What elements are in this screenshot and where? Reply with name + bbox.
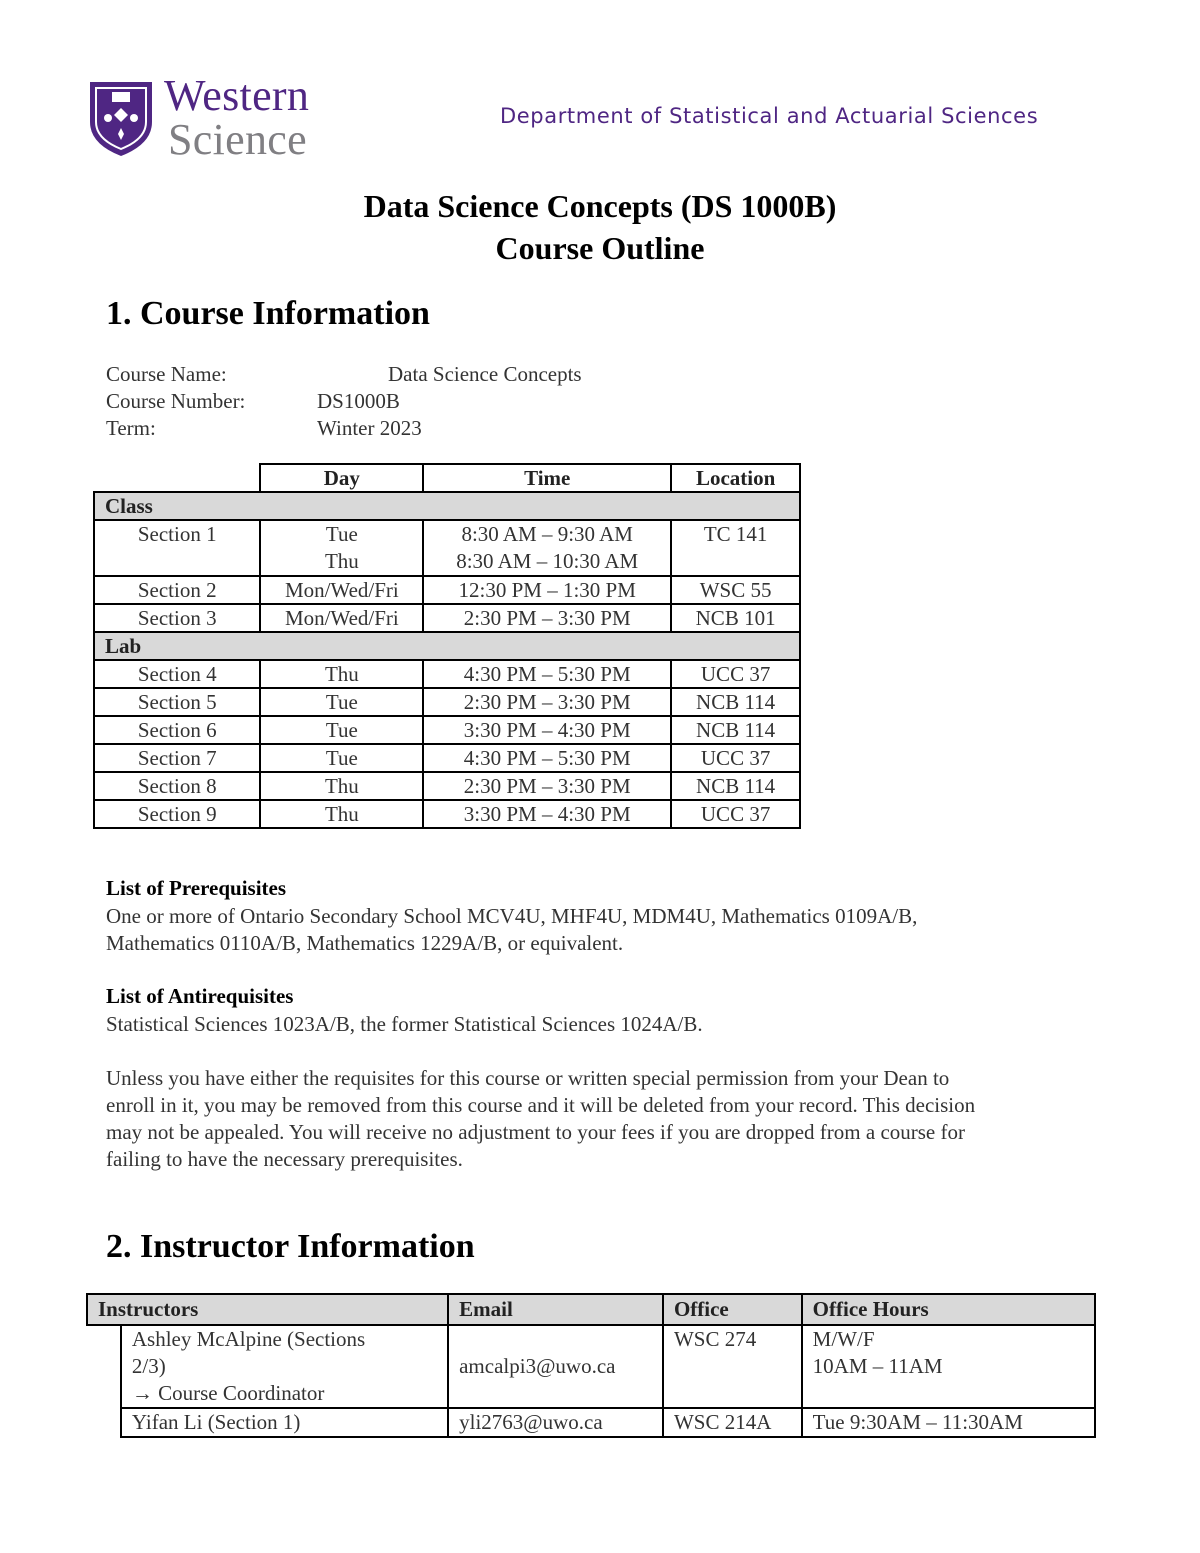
section-cell: Section 9 <box>94 800 260 828</box>
time-cell: 12:30 PM – 1:30 PM <box>423 576 671 604</box>
logo-wordmark-science: Science <box>168 115 307 164</box>
table-row <box>94 576 800 604</box>
column-header-location: Location <box>671 464 800 492</box>
section-heading-course-information: 1. Course Information <box>106 295 430 332</box>
department-name: Department of Statistical and Actuarial Sciences <box>500 104 1039 128</box>
day-cell: Tue <box>260 716 423 744</box>
day-value-2: Thu <box>324 549 359 573</box>
section-cell: Section 6 <box>94 716 260 744</box>
instructor-hours-cell <box>802 1325 1095 1408</box>
section-cell <box>94 520 260 576</box>
day-cell: Mon/Wed/Fri <box>260 604 423 632</box>
antirequisites-text: Statistical Sciences 1023A/B, the former Statistical Sciences 1024A/B. <box>106 1012 703 1036</box>
course-name-value: Data Science Concepts <box>388 362 582 386</box>
table-row <box>87 1408 1095 1437</box>
day-cell: Thu <box>260 800 423 828</box>
course-number-value: DS1000B <box>317 389 400 413</box>
requisites-notice-line-2: enroll in it, you may be removed from this course and it will be deleted from your record. This decision <box>106 1093 976 1117</box>
time-cell: 2:30 PM – 3:30 PM <box>423 688 671 716</box>
instructor-name-cell <box>121 1325 448 1408</box>
column-header-day: Day <box>260 464 423 492</box>
prerequisites-heading: List of Prerequisites <box>106 876 287 900</box>
table-row <box>94 604 800 632</box>
location-cell: UCC 37 <box>671 800 800 828</box>
column-header-instructors: Instructors <box>87 1294 448 1325</box>
time-cell: 2:30 PM – 3:30 PM <box>423 772 671 800</box>
day-cell <box>260 520 423 576</box>
time-cell: 4:30 PM – 5:30 PM <box>423 660 671 688</box>
prerequisites-text <box>106 903 917 957</box>
section-cell: Section 4 <box>94 660 260 688</box>
instructor-hours-cell: Tue 9:30AM – 11:30AM <box>802 1408 1095 1437</box>
section-heading-instructor-information: 2. Instructor Information <box>106 1228 475 1265</box>
instructor-name-line-1: Ashley McAlpine (Sections <box>131 1327 366 1351</box>
western-shield-icon <box>88 78 154 158</box>
course-name-label: Course Name: <box>106 362 227 386</box>
instructor-office-cell: WSC 274 <box>663 1325 802 1408</box>
time-cell: 4:30 PM – 5:30 PM <box>423 744 671 772</box>
logo-wordmark-western: Western <box>164 71 310 120</box>
day-cell: Tue <box>260 744 423 772</box>
section-cell: Section 8 <box>94 772 260 800</box>
requisites-notice <box>106 1065 975 1173</box>
term-value: Winter 2023 <box>317 416 422 440</box>
schedule-header-row <box>94 464 800 492</box>
requisites-notice-line-4: failing to have the necessary prerequisites. <box>106 1147 463 1171</box>
instructor-header-row <box>87 1294 1095 1325</box>
instructor-name-cell: Yifan Li (Section 1) <box>121 1408 448 1437</box>
course-number-label: Course Number: <box>106 389 246 413</box>
document-subtitle: Course Outline <box>495 230 705 266</box>
schedule-table <box>93 463 801 829</box>
group-row-lab <box>94 632 800 660</box>
indent-cell <box>87 1325 121 1408</box>
instructor-role <box>132 1380 447 1407</box>
office-hours-line-2: 10AM – 11AM <box>812 1354 943 1378</box>
prerequisites-line-2: Mathematics 0110A/B, Mathematics 1229A/B, or equivalent. <box>106 931 624 955</box>
blank-header-cell <box>94 464 260 492</box>
instructor-email-cell[interactable]: amcalpi3@uwo.ca <box>448 1325 663 1408</box>
column-header-time: Time <box>423 464 671 492</box>
group-label-lab: Lab <box>94 632 800 660</box>
right-arrow-icon: → <box>131 1381 153 1405</box>
term-label: Term: <box>106 416 156 440</box>
location-cell: NCB 114 <box>671 772 800 800</box>
instructor-role-label: Course Coordinator <box>158 1381 325 1405</box>
location-cell: UCC 37 <box>671 744 800 772</box>
day-cell: Thu <box>260 772 423 800</box>
day-cell: Mon/Wed/Fri <box>260 576 423 604</box>
requisites-notice-line-1: Unless you have either the requisites for this course or written special permission from your Dean to <box>106 1066 950 1090</box>
section-cell: Section 3 <box>94 604 260 632</box>
indent-cell <box>87 1408 121 1437</box>
time-cell <box>423 520 671 576</box>
day-value: Tue <box>325 522 358 546</box>
group-row-class <box>94 492 800 520</box>
location-cell: WSC 55 <box>671 576 800 604</box>
section-cell: Section 7 <box>94 744 260 772</box>
location-cell: NCB 114 <box>671 716 800 744</box>
day-cell: Tue <box>260 688 423 716</box>
instructor-table <box>86 1293 1096 1438</box>
table-row <box>94 688 800 716</box>
western-science-logo <box>88 71 338 164</box>
table-row <box>94 716 800 744</box>
antirequisites-heading: List of Antirequisites <box>106 984 294 1008</box>
time-cell: 3:30 PM – 4:30 PM <box>423 716 671 744</box>
column-header-office-hours: Office Hours <box>802 1294 1095 1325</box>
time-value-2: 8:30 AM – 10:30 AM <box>456 549 639 573</box>
time-cell: 3:30 PM – 4:30 PM <box>423 800 671 828</box>
table-row <box>94 744 800 772</box>
location-cell: TC 141 <box>671 520 800 576</box>
instructor-email-cell[interactable]: yli2763@uwo.ca <box>448 1408 663 1437</box>
table-row <box>94 772 800 800</box>
column-header-office: Office <box>663 1294 802 1325</box>
instructor-name-line-2: 2/3) <box>131 1354 166 1378</box>
table-row <box>94 800 800 828</box>
table-row <box>94 660 800 688</box>
requisites-notice-line-3: may not be appealed. You will receive no adjustment to your fees if you are dropped from a course for <box>106 1120 965 1144</box>
table-row <box>87 1325 1095 1408</box>
prerequisites-line-1: One or more of Ontario Secondary School MCV4U, MHF4U, MDM4U, Mathematics 0109A/B, <box>106 904 918 928</box>
time-cell: 2:30 PM – 3:30 PM <box>423 604 671 632</box>
document-title: Data Science Concepts (DS 1000B) <box>363 188 837 224</box>
time-value: 8:30 AM – 9:30 AM <box>461 522 633 546</box>
location-cell: UCC 37 <box>671 660 800 688</box>
group-label-class: Class <box>94 492 800 520</box>
office-hours-line-1: M/W/F <box>812 1327 875 1351</box>
section-cell: Section 5 <box>94 688 260 716</box>
day-cell: Thu <box>260 660 423 688</box>
location-cell: NCB 101 <box>671 604 800 632</box>
instructor-office-cell: WSC 214A <box>663 1408 802 1437</box>
section-cell: Section 2 <box>94 576 260 604</box>
column-header-email: Email <box>448 1294 663 1325</box>
table-row <box>94 520 800 576</box>
section-label: Section 1 <box>137 522 217 546</box>
location-cell: NCB 114 <box>671 688 800 716</box>
